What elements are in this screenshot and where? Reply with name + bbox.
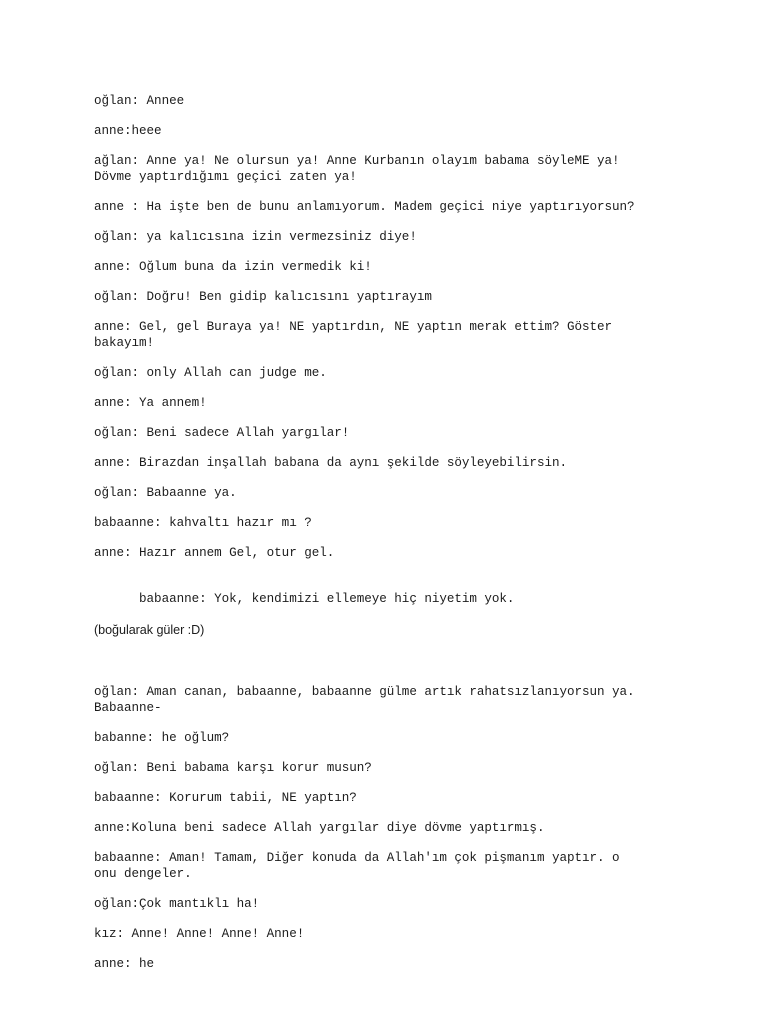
dialogue-line: oğlan:Çok mantıklı ha! (94, 897, 260, 911)
dialogue-line-with-stage-direction (94, 575, 714, 670)
dialogue-line: babaanne: Korurum tabii, NE yaptın? (94, 791, 357, 805)
dialogue-line: anne : Ha işte ben de bunu anlamıyorum. Madem geçici niye yaptırıyorsun? (94, 200, 635, 214)
dialogue-line: oğlan: Beni sadece Allah yargılar! (94, 426, 350, 440)
dialogue-line: oğlan: Babaanne ya. (94, 486, 237, 500)
dialogue-line: ağlan: Anne ya! Ne olursun ya! Anne Kurbanın olayım babama söyleME ya! Dövme yaptırdığımı geçici zaten ya! (94, 154, 620, 184)
dialogue-line: oğlan: only Allah can judge me. (94, 366, 327, 380)
dialogue-line: anne: Oğlum buna da izin vermedik ki! (94, 260, 372, 274)
dialogue-line: oğlan: Aman canan, babaanne, babaanne gülme artık rahatsızlanıyorsun ya. Babaanne- (94, 685, 635, 715)
dialogue-line: anne: Birazdan inşallah babana da aynı şekilde söyleyebilirsin. (94, 456, 567, 470)
stage-direction: (boğularak güler :D) (94, 623, 205, 637)
dialogue-line: oğlan: Beni babama karşı korur musun? (94, 761, 372, 775)
dialogue-line: babaanne: kahvaltı hazır mı ? (94, 516, 312, 530)
dialogue-line: kız: Anne! Anne! Anne! Anne! (94, 927, 305, 941)
dialogue-line: anne:heee (94, 124, 162, 138)
dialogue-text (94, 93, 714, 986)
dialogue-line: anne: Gel, gel Buraya ya! NE yaptırdın, NE yaptın merak ettim? Göster bakayım! (94, 320, 613, 350)
dialogue-line: babaanne: Yok, kendimizi ellemeye hiç niyetim yok. (139, 592, 515, 606)
dialogue-line: babanne: he oğlum? (94, 731, 230, 745)
dialogue-line: anne: Hazır annem Gel, otur gel. (94, 546, 335, 560)
dialogue-line: anne:Koluna beni sadece Allah yargılar diye dövme yaptırmış. (94, 821, 545, 835)
dialogue-line: oğlan: ya kalıcısına izin vermezsiniz diye! (94, 230, 417, 244)
dialogue-line: anne: Ya annem! (94, 396, 207, 410)
dialogue-line: babaanne: Aman! Tamam, Diğer konuda da Allah'ım çok pişmanım yaptır. o onu dengeler. (94, 851, 620, 881)
dialogue-line: anne: he (94, 957, 155, 971)
dialogue-line: oğlan: Doğru! Ben gidip kalıcısını yaptırayım (94, 290, 432, 304)
dialogue-line: oğlan: Annee (94, 94, 185, 108)
